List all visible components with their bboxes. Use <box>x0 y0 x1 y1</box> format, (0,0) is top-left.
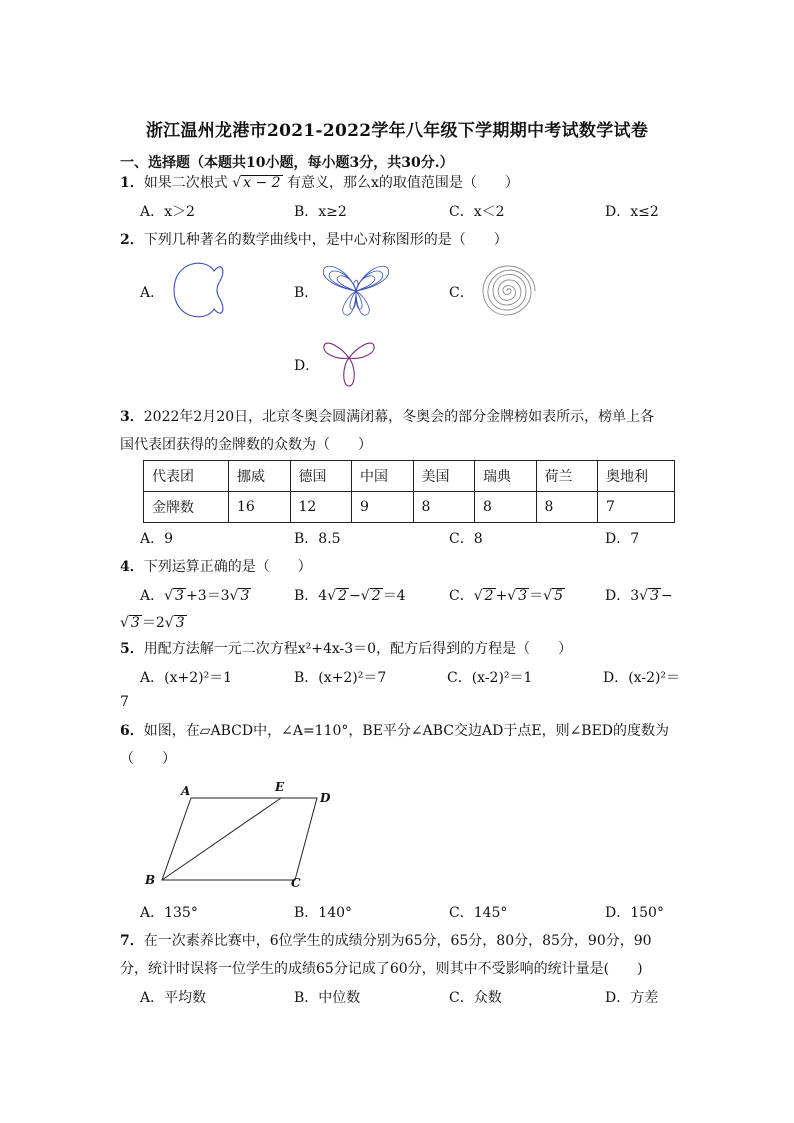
cardioid-icon <box>170 259 228 321</box>
radicand: 3 <box>130 615 140 631</box>
radicand: 3 <box>175 615 185 631</box>
table-cell: 16 <box>229 492 291 523</box>
question-number: 5． <box>120 641 144 657</box>
radical-sign-icon: √ <box>360 588 370 604</box>
radicand: 3 <box>518 588 528 604</box>
trefoil-curve-icon <box>320 334 378 390</box>
radical-sign-icon: √ <box>473 588 483 604</box>
parallelogram-outline <box>162 798 317 880</box>
expression-part: 3 <box>630 588 640 604</box>
radical-sign-icon: √ <box>229 588 239 604</box>
question-text: 2022年2月20日，北京冬奥会圆满闭幕，冬奥会的部分金牌榜如表所示，榜单上各 <box>143 409 655 425</box>
vertex-label-d: D <box>320 791 331 805</box>
option-c: C．145° <box>449 905 508 921</box>
option-a <box>140 585 251 605</box>
medal-table <box>143 460 675 523</box>
question-3-continued: 国代表团获得的金牌数的众数为（ ） <box>120 437 372 453</box>
table-cell: 8 <box>475 492 537 523</box>
option-a: A．135° <box>140 905 198 921</box>
option-b <box>294 585 406 605</box>
option-a: A．平均数 <box>140 990 207 1006</box>
option-a: A． <box>140 285 165 301</box>
question-text: 如图，在▱ABCD中，∠A=110°，BE平分∠ABC交边AD于点E，则∠BED的度数为 <box>143 723 670 739</box>
expression-part: 4 <box>318 588 328 604</box>
table-cell: 荷兰 <box>536 461 598 492</box>
table-cell: 挪威 <box>229 461 291 492</box>
table-cell: 9 <box>352 492 414 523</box>
option-c: C．8 <box>449 531 483 547</box>
question-6 <box>120 720 669 740</box>
option-c: C．(x-2)²＝1 <box>447 670 533 686</box>
question-5 <box>120 638 572 658</box>
radicand: 2 <box>338 588 348 604</box>
vertex-label-c: C <box>291 876 301 890</box>
section-heading: 一、选择题（本题共10小题，每小题3分，共30分.） <box>120 155 454 171</box>
option-c: C．x＜2 <box>449 204 505 220</box>
table-cell: 奥地利 <box>598 461 675 492</box>
option-a: A．9 <box>140 531 174 547</box>
question-number: 1． <box>120 175 144 191</box>
radical-sign-icon: √ <box>507 588 517 604</box>
radical-sign-icon: √ <box>327 588 337 604</box>
option-b: B． <box>294 285 319 301</box>
expression-part: − <box>349 588 361 604</box>
question-6-continued: （ ） <box>120 751 176 767</box>
option-d: D．方差 <box>605 990 659 1006</box>
table-cell: 德国 <box>290 461 352 492</box>
option-c <box>449 585 565 605</box>
table-cell: 8 <box>536 492 598 523</box>
question-1 <box>120 172 519 192</box>
radicand: x − 2 <box>243 175 281 191</box>
butterfly-curve-icon <box>320 259 392 323</box>
option-c: C．众数 <box>449 990 502 1006</box>
expression-part: ＝ <box>529 588 544 604</box>
option-b: B．(x+2)²＝7 <box>294 670 387 686</box>
table-cell: 美国 <box>413 461 475 492</box>
question-7 <box>120 930 652 950</box>
question-2 <box>120 229 508 249</box>
option-d: D． <box>294 358 320 374</box>
option-label: A． <box>140 588 165 604</box>
question-7-continued: 分，统计时误将一位学生的成绩65分记成了60分，则其中不受影响的统计量是( ) <box>120 961 643 977</box>
option-a: A．(x+2)²＝1 <box>140 670 233 686</box>
spiral-icon <box>474 259 540 323</box>
option-a: A．x＞2 <box>140 204 195 220</box>
option-label: C． <box>449 588 474 604</box>
question-number: 7． <box>120 933 144 949</box>
table-cell: 代表团 <box>144 461 229 492</box>
option-d: D．(x-2)²＝ <box>603 670 681 686</box>
bisector-be <box>162 798 281 880</box>
table-cell: 7 <box>598 492 675 523</box>
question-number: 4． <box>120 559 144 575</box>
table-cell: 金牌数 <box>144 492 229 523</box>
radical-sign-icon: √ <box>164 615 174 631</box>
radicand: 3 <box>240 588 250 604</box>
question-number: 6． <box>120 723 144 739</box>
parallelogram-figure <box>140 776 340 896</box>
question-text: 在一次素养比赛中，6位学生的成绩分别为65分，65分，80分，85分，90分，90 <box>143 933 652 949</box>
expression-part: − <box>661 588 673 604</box>
expression-part: ＝4 <box>382 588 406 604</box>
question-text: 下列几种著名的数学曲线中，是中心对称图形的是（ ） <box>143 232 508 248</box>
option-b: B．x≥2 <box>294 204 347 220</box>
table-cell: 中国 <box>352 461 414 492</box>
vertex-label-e: E <box>275 780 285 794</box>
expression-part: +3＝3 <box>185 588 230 604</box>
option-label: D． <box>605 588 631 604</box>
vertex-label-b: B <box>145 873 156 887</box>
option-b: B．8.5 <box>294 531 341 547</box>
question-number: 3． <box>120 409 144 425</box>
vertex-label-a: A <box>181 784 191 798</box>
radical-sign-icon: √ <box>120 615 129 631</box>
radical-sign-icon: √ <box>232 175 242 191</box>
radicand: 3 <box>650 588 659 604</box>
question-text: 下列运算正确的是（ ） <box>143 559 312 575</box>
table-cell: 瑞典 <box>475 461 537 492</box>
table-row <box>144 492 675 523</box>
option-c: C． <box>449 285 474 301</box>
radical-sign-icon: √ <box>164 588 174 604</box>
radical-sign-icon: √ <box>543 588 553 604</box>
radical-sign-icon: √ <box>639 588 649 604</box>
question-text: 如果二次根式 <box>143 175 228 191</box>
table-cell: 8 <box>413 492 475 523</box>
radicand: 2 <box>371 588 381 604</box>
option-b: B．中位数 <box>294 990 361 1006</box>
option-d: D．150° <box>605 905 664 921</box>
option-d-continued: 7 <box>120 694 129 710</box>
exam-title: 浙江温州龙港市2021-2022学年八年级下学期期中考试数学试卷 <box>145 121 649 141</box>
question-3 <box>120 406 654 426</box>
expression-part: ＝2 <box>141 615 165 631</box>
question-4 <box>120 556 312 576</box>
table-header-row <box>144 461 675 492</box>
question-number: 2． <box>120 232 144 248</box>
option-d: D．7 <box>605 531 640 547</box>
option-d-continued <box>120 612 187 632</box>
option-label: B． <box>294 588 319 604</box>
table-cell: 12 <box>290 492 352 523</box>
radicand: 2 <box>484 588 494 604</box>
expression-part: + <box>495 588 508 604</box>
question-text: 有意义，那么x的取值范围是（ ） <box>287 175 519 191</box>
option-d <box>605 585 673 605</box>
option-b: B．140° <box>294 905 353 921</box>
radicand: 5 <box>554 588 563 604</box>
radicand: 3 <box>175 588 184 604</box>
question-text: 用配方法解一元二次方程x²+4x-3＝0，配方后得到的方程是（ ） <box>143 641 573 657</box>
option-d: D．x≤2 <box>605 204 659 220</box>
